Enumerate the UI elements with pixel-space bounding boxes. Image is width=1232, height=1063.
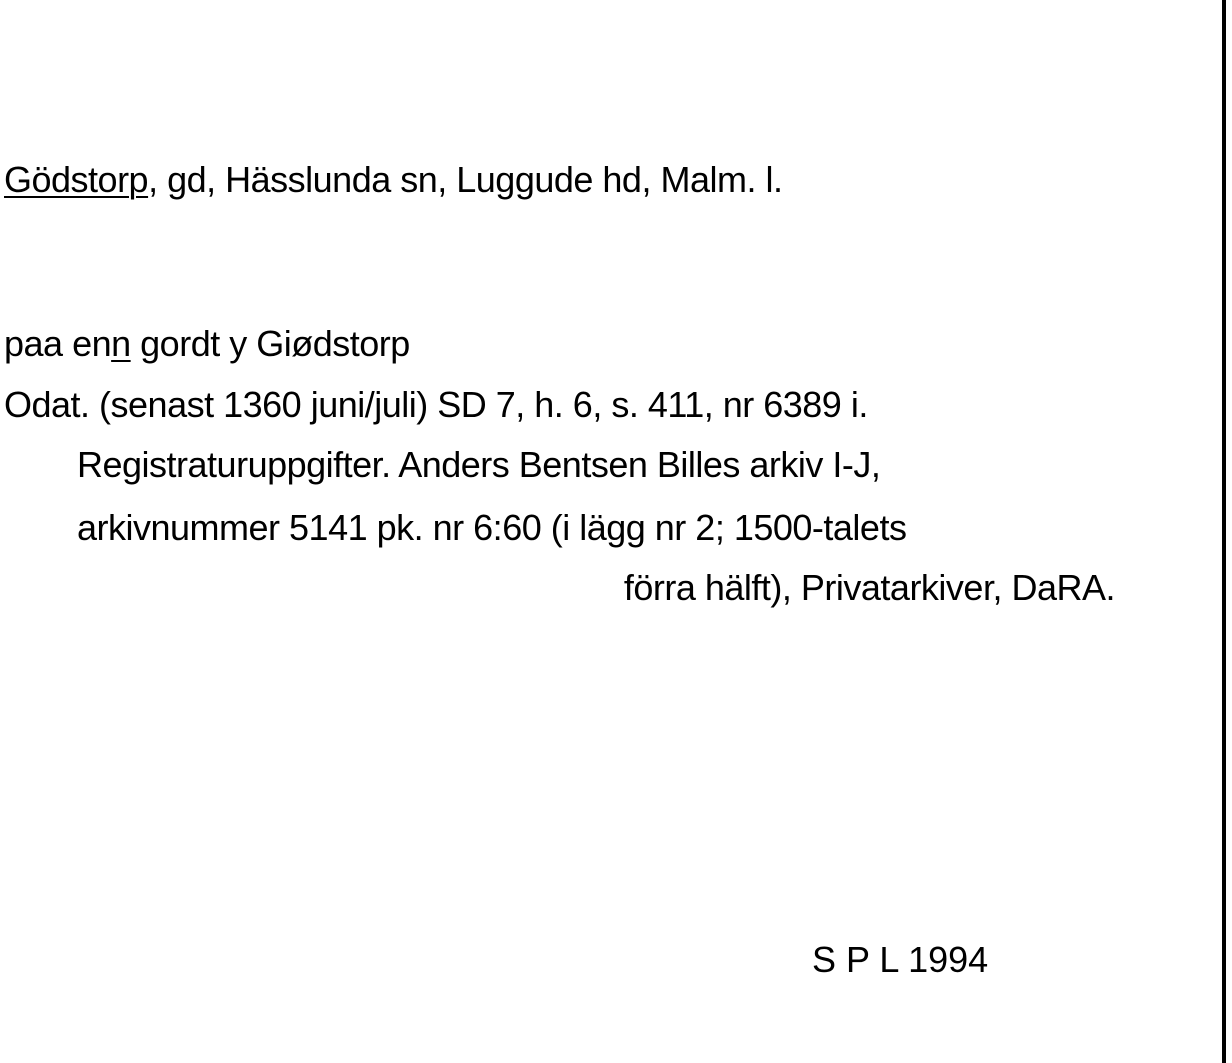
quote-part-1: paa en [4, 323, 112, 364]
quote-part-3: y Giødstorp [219, 323, 410, 364]
headword-line [4, 158, 782, 202]
source-line-1: Odat. (senast 1360 juni/juli) SD 7, h. 6, s. 411, nr 6389 i. [4, 384, 868, 425]
quote-line [4, 322, 410, 366]
card-right-edge [1222, 0, 1226, 1063]
quote-underlined-word: gordt [140, 323, 220, 364]
signature: S P L 1994 [812, 939, 989, 980]
source-line-3: arkivnummer 5141 pk. nr 6:60 (i lägg nr 2; 1500-talets [77, 507, 907, 548]
quote-part-2 [131, 323, 141, 364]
headword: Gödstorp [4, 159, 149, 200]
source-line-4: förra hälft), Privatarkiver, DaRA. [623, 567, 1115, 608]
source-line-2: Registraturuppgifter. Anders Bentsen Billes arkiv I-J, [77, 444, 881, 485]
quote-underlined-n: n [111, 323, 131, 364]
headword-details: , gd, Hässlunda sn, Luggude hd, Malm. l. [148, 159, 783, 200]
